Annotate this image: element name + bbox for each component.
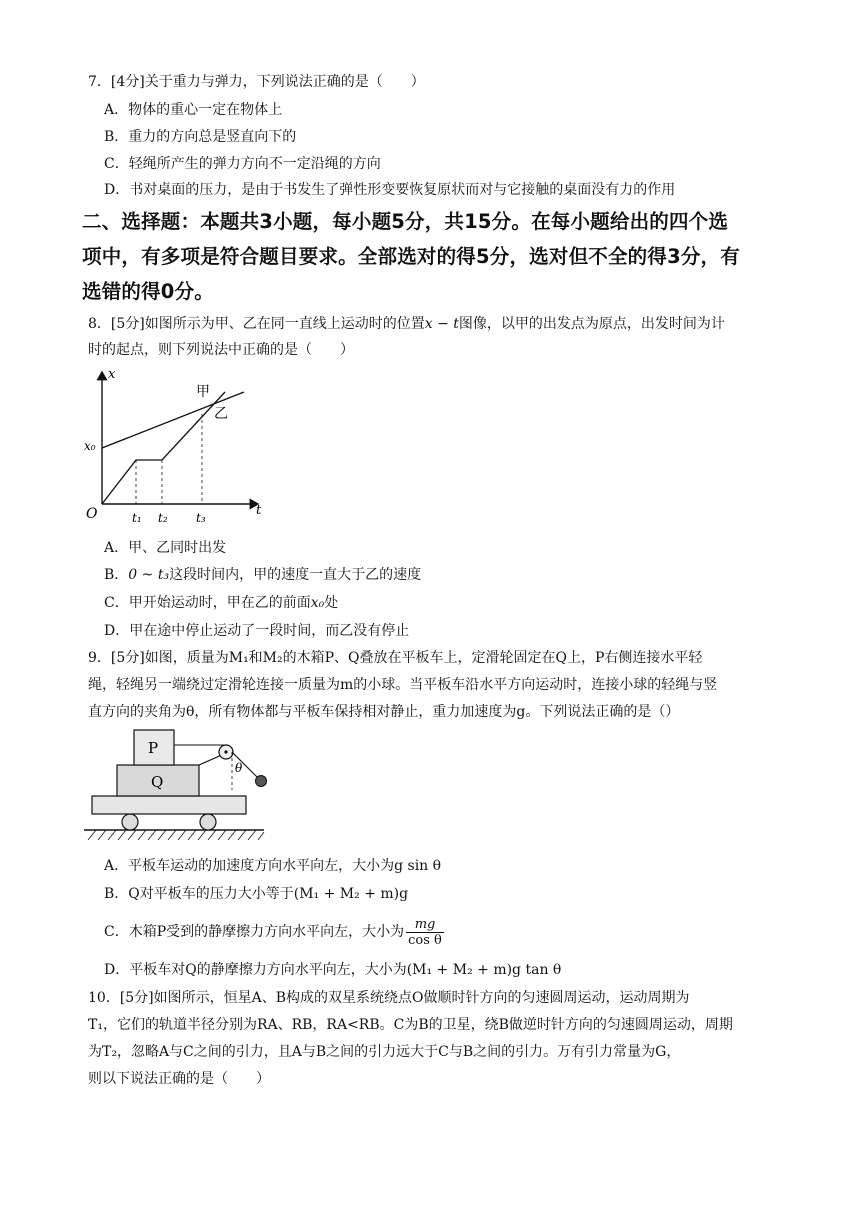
q8-option-b-text: 这段时间内，甲的速度一直大于乙的速度	[169, 567, 422, 583]
q9-stem-line2: 绳，轻绳另一端绕过定滑轮连接一质量为m的小球。当平板车沿水平方向运动时，连接小球的轻绳与竖	[88, 677, 718, 693]
q8-tick-t2: t₂	[158, 511, 168, 525]
q8-option-d: D．甲在途中停止运动了一段时间，而乙没有停止	[104, 623, 410, 639]
q9-stem-line1: 9．[5分]如图，质量为M₁和M₂的木箱P、Q叠放在平板车上，定滑轮固定在Q上，P右侧连接水平轻	[88, 650, 703, 666]
q9-cart-platform	[92, 796, 246, 814]
q7-option-b: B．重力的方向总是竖直向下的	[104, 129, 297, 145]
q7-option-d: D．书对桌面的压力，是由于书发生了弹性形变要恢复原状而对与它接触的桌面没有力的作用	[104, 182, 676, 198]
q7-option-a: A．物体的重心一定在物体上	[104, 102, 283, 118]
q8-y-tick-x0: x₀	[84, 439, 96, 453]
section2-heading-line3: 选错的得0分。	[82, 280, 214, 303]
q8-option-c	[104, 593, 338, 613]
q8-stem-var: x − t	[424, 316, 459, 332]
q8-option-a: A．甲、乙同时出发	[104, 540, 227, 556]
q8-tick-t1: t₁	[132, 511, 142, 525]
q8-stem-text-b: 图像，以甲的出发点为原点，出发时间为计	[458, 316, 725, 332]
q8-stem-text-a: 8．[5分]如图所示为甲、乙在同一直线上运动时的位置	[88, 316, 425, 332]
q9-angle-label: θ	[235, 761, 243, 775]
section2-heading-line1: 二、选择题：本题共3小题，每小题5分，共15分。在每小题给出的四个选	[82, 210, 729, 233]
q8-y-axis-label: x	[108, 367, 116, 382]
q9-box-p-label: P	[148, 739, 159, 757]
q10-stem-line4: 则以下说法正确的是（ ）	[88, 1071, 270, 1087]
q8-option-b-prefix: B．	[104, 567, 129, 583]
q9-box-q-label: Q	[151, 773, 164, 791]
q8-stem-line1	[88, 314, 725, 334]
q9-option-c-numerator: mg	[406, 917, 444, 933]
q9-wheel-left	[122, 814, 138, 830]
q8-stem-line2: 时的起点，则下列说法中正确的是（ ）	[88, 342, 354, 358]
q9-option-d: D．平板车对Q的静摩擦力方向水平向左，大小为(M₁ + M₂ + m)g tan θ	[104, 962, 562, 978]
q7-stem: 7．[4分]关于重力与弹力，下列说法正确的是（ ）	[88, 74, 425, 90]
q8-origin-label: O	[86, 506, 98, 522]
q8-line-jia	[102, 392, 225, 504]
q8-option-c-var: x₀	[310, 595, 325, 611]
section2-heading-line2: 项中，有多项是符合题目要求。全部选对的得5分，选对但不全的得3分，有	[82, 245, 740, 268]
q9-stem-line3: 直方向的夹角为θ，所有物体都与平板车保持相对静止，重力加速度为g。下列说法正确的是（）	[88, 704, 680, 720]
q8-option-c-text-b: 处	[324, 595, 339, 611]
q9-pulley-axle	[224, 750, 227, 753]
q9-ground-hatch	[88, 830, 264, 840]
q9-cart-figure	[82, 728, 282, 852]
q8-option-b	[104, 565, 421, 585]
q9-ball	[256, 776, 267, 787]
q8-option-b-var: 0 ~ t₃	[128, 567, 170, 583]
q9-option-c-fraction	[406, 917, 444, 948]
q8-option-c-text-a: C．甲开始运动时，甲在乙的前面	[104, 595, 311, 611]
q8-x-axis-label: t	[256, 503, 262, 518]
q9-option-c-denominator: cos θ	[408, 932, 442, 948]
q10-stem-line3: 为T₂，忽略A与C之间的引力，且A与B之间的引力远大于C与B之间的引力。万有引力常量为G，	[88, 1044, 681, 1060]
q9-option-c-text: C．木箱P受到的静摩擦力方向水平向左，大小为	[104, 924, 405, 940]
q9-option-a: A．平板车运动的加速度方向水平向左，大小为g sin θ	[104, 858, 442, 874]
q9-option-b: B．Q对平板车的压力大小等于(M₁ + M₂ + m)g	[104, 886, 409, 902]
q8-label-yi: 乙	[214, 406, 228, 422]
q8-tick-t3: t₃	[196, 511, 206, 525]
q10-stem-line2: T₁，它们的轨道半径分别为RA、RB，RA<RB。C为B的卫星，绕B做逆时针方向的匀速圆周运动，周期	[88, 1017, 733, 1033]
q8-xt-graph	[80, 362, 270, 532]
q9-option-c	[104, 916, 444, 948]
q7-option-c: C．轻绳所产生的弹力方向不一定沿绳的方向	[104, 156, 381, 172]
q9-wheel-right	[200, 814, 216, 830]
q8-label-jia: 甲	[196, 384, 210, 400]
q10-stem-line1: 10．[5分]如图所示，恒星A、B构成的双星系统绕点O做顺时针方向的匀速圆周运动，运动周期为	[88, 990, 690, 1006]
